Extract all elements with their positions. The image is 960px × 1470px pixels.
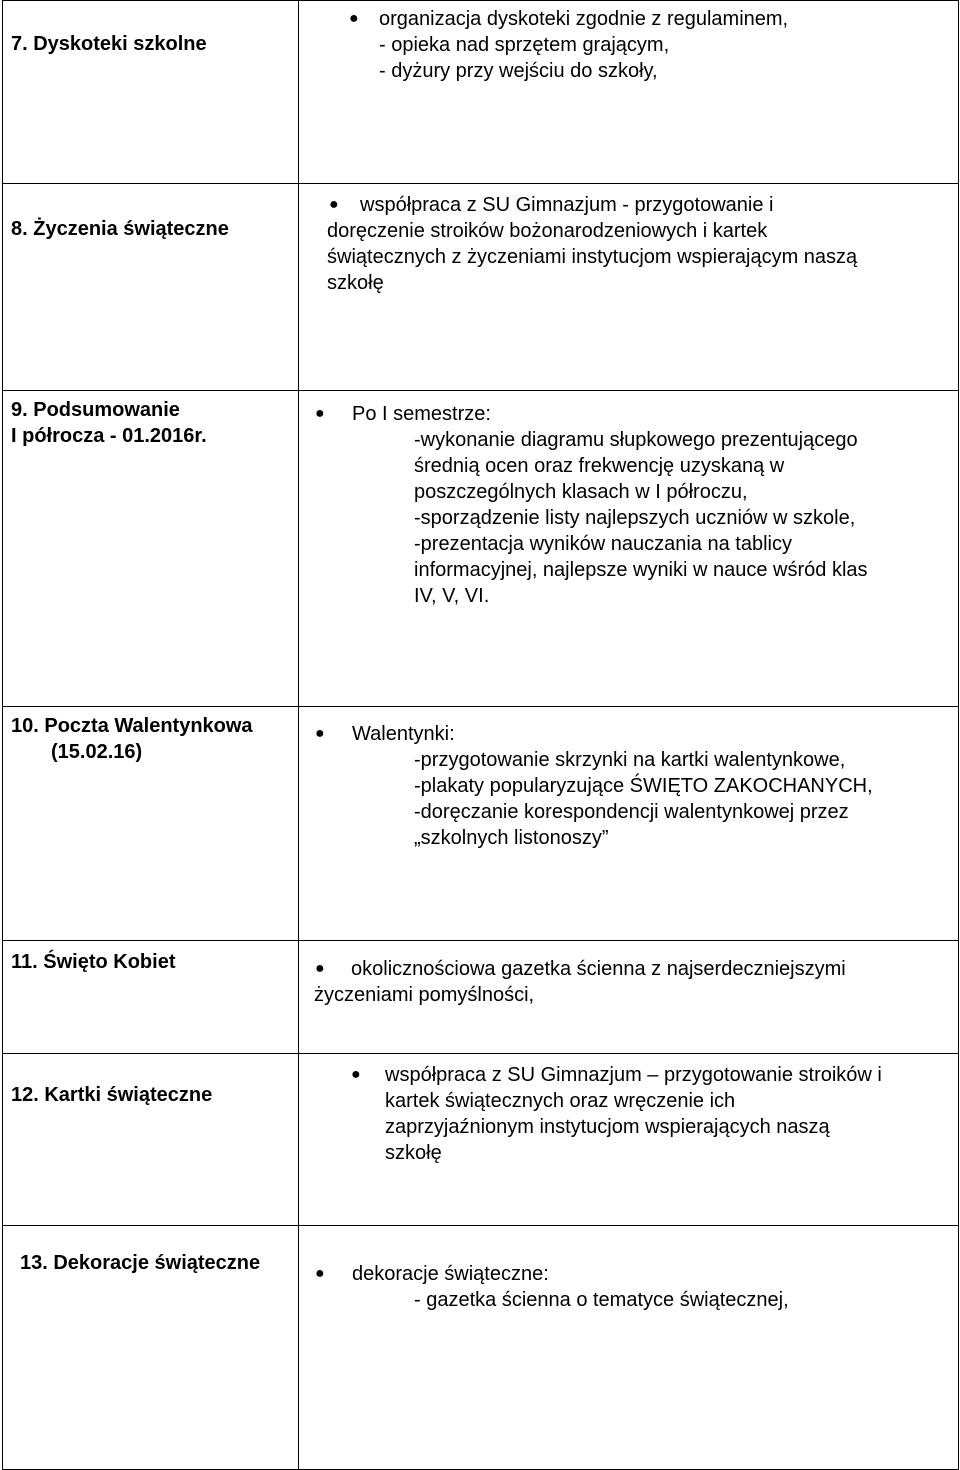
bullet-icon: ●: [315, 1265, 325, 1282]
table-row: [3, 1054, 959, 1226]
bullet-icon: ●: [329, 196, 339, 213]
activity-title-cell: [3, 1, 299, 184]
activity-description-cell: [299, 707, 959, 941]
activity-title: 10. Poczta Walentynkowa (15.02.16): [11, 715, 253, 763]
activity-description-cell: [299, 1226, 959, 1470]
activity-description: ● dekoracje świąteczne: - gazetka ścienna o tematyce świątecznej,: [315, 1263, 789, 1311]
bullet-icon: ●: [315, 405, 325, 422]
activity-title-cell: [3, 1054, 299, 1226]
activity-description-cell: [299, 184, 959, 391]
activity-description: ● Walentynki: -przygotowanie skrzynki na kartki walentynkowe, -plakaty popularyzujące ŚWIĘTO ZAKOCHANYCH, -doręczanie korespondencji walentynkowej przez „szkolnych listonoszy”: [315, 723, 873, 849]
activity-title-cell: [3, 1226, 299, 1470]
table-row: [3, 1, 959, 184]
bullet-icon: ●: [315, 725, 325, 742]
activity-description: ● współpraca z SU Gimnazjum - przygotowanie i doręczenie stroików bożonarodzeniowych i kartek świątecznych z życzeniami instytucjom wspierającym naszą szkołę: [327, 194, 858, 294]
table-row: [3, 1226, 959, 1470]
activities-table: [2, 0, 959, 1470]
table-row: [3, 391, 959, 707]
activity-description-cell: [299, 1054, 959, 1226]
bullet-icon: ●: [351, 1066, 361, 1083]
activity-title: 12. Kartki świąteczne: [11, 1084, 213, 1106]
activity-description: ● współpraca z SU Gimnazjum – przygotowanie stroików i kartek świątecznych oraz wręczenie ich zaprzyjaźnionym instytucjom wspierających naszą szkołę: [351, 1064, 882, 1164]
activity-title: 13. Dekoracje świąteczne: [20, 1252, 261, 1274]
bullet-icon: ●: [315, 960, 325, 977]
table-row: [3, 707, 959, 941]
activity-description-cell: [299, 1, 959, 184]
activity-title: 7. Dyskoteki szkolne: [11, 33, 207, 55]
table-row: [3, 941, 959, 1054]
activity-title-cell: [3, 391, 299, 707]
bullet-icon: ●: [349, 10, 359, 27]
activity-title-cell: [3, 707, 299, 941]
activity-description: ● okolicznościowa gazetka ścienna z najserdeczniejszymi życzeniami pomyślności,: [314, 958, 846, 1006]
activity-description: ● organizacja dyskoteki zgodnie z regulaminem, - opieka nad sprzętem grającym, - dyżury przy wejściu do szkoły,: [349, 8, 789, 82]
activity-description-cell: [299, 391, 959, 707]
activity-title: 11. Święto Kobiet: [11, 951, 176, 973]
table-row: [3, 184, 959, 391]
activity-description: ● Po I semestrze: -wykonanie diagramu słupkowego prezentującego średnią ocen oraz frekwencję uzyskaną w poszczególnych klasach w I półroczu, -sporządzenie listy najlepszych uczniów w szkole, -prezentacja wyników nauczania na tablicy informacyjnej, najlepsze wyniki w nauce wśród klas IV, V, VI.: [315, 403, 868, 607]
activity-title-cell: [3, 184, 299, 391]
activity-title-cell: [3, 941, 299, 1054]
activity-title: 9. Podsumowanie I półrocza - 01.2016r.: [11, 399, 207, 447]
activity-description-cell: [299, 941, 959, 1054]
activity-title: 8. Życzenia świąteczne: [11, 218, 229, 240]
